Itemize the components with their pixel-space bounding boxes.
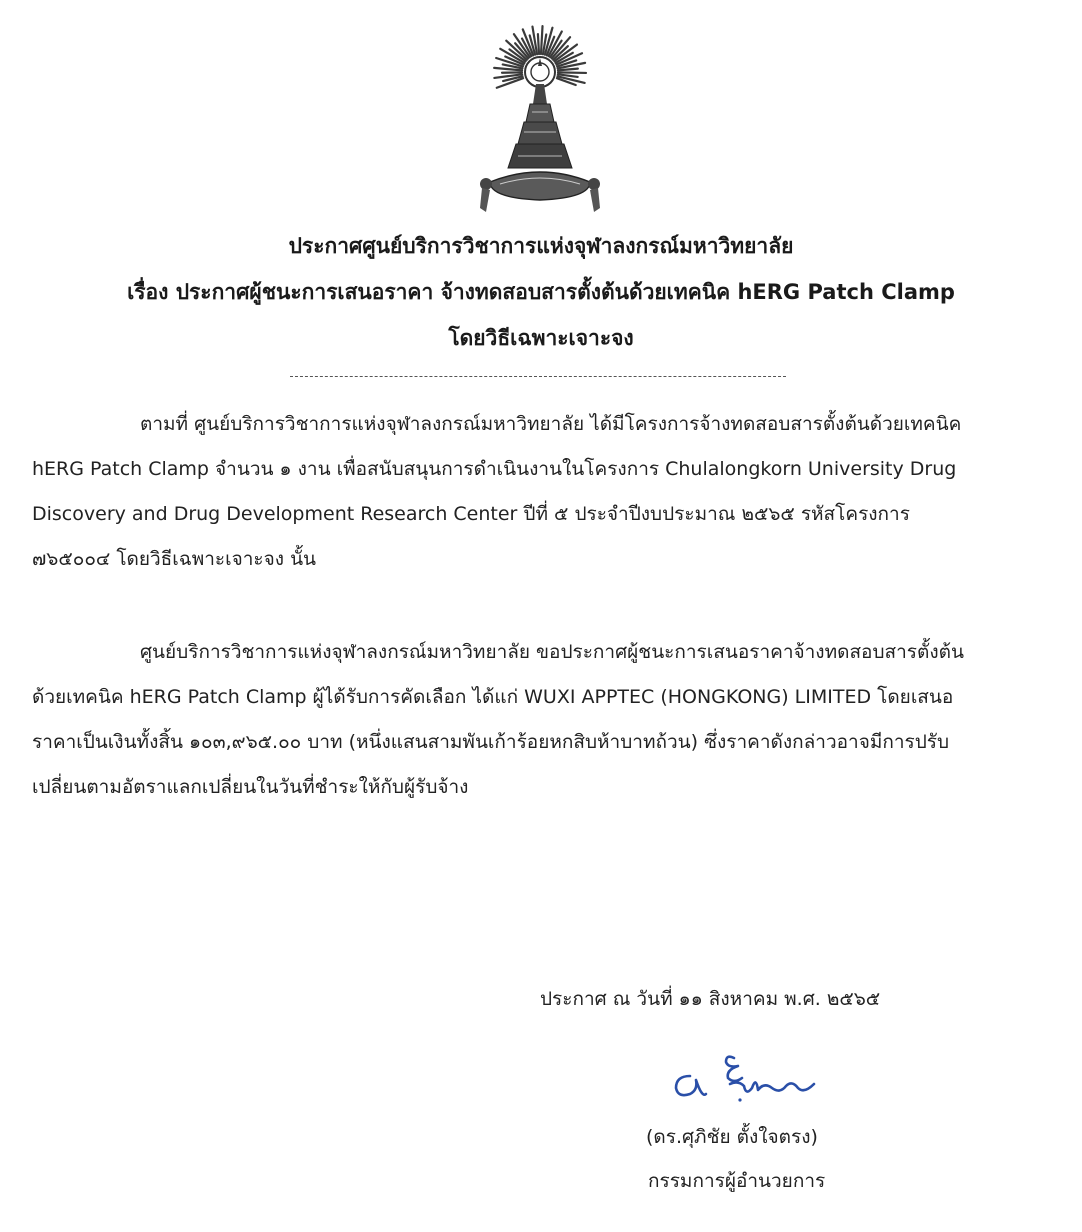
signature-icon	[668, 1046, 834, 1110]
paragraph-background	[32, 402, 1042, 582]
announcement-method: โดยวิธีเฉพาะเจาะจง	[448, 326, 634, 350]
emblem-ray	[538, 34, 539, 54]
paragraph-line: ๗๖๕๐๐๔ โดยวิธีเฉพาะเจาะจง นั้น	[32, 548, 317, 570]
paragraph-line: ด้วยเทคนิค hERG Patch Clamp ผู้ได้รับการคัดเลือก ได้แก่ WUXI APPTEC (HONGKONG) LIMITED โดยเสนอ	[32, 686, 954, 708]
announcement-date: ประกาศ ณ วันที่ ๑๑ สิงหาคม พ.ศ. ๒๕๖๕	[540, 988, 881, 1010]
paragraph-line: ศูนย์บริการวิชาการแห่งจุฬาลงกรณ์มหาวิทยาลัย ขอประกาศผู้ชนะการเสนอราคาจ้างทดสอบสารตั้งต้น	[140, 641, 964, 663]
paragraph-line: ราคาเป็นเงินทั้งสิ้น ๑๐๓,๙๖๕.๐๐ บาท (หนึ่งแสนสามพันเก้าร้อยหกสิบห้าบาทถ้วน) ซึ่งราคาดังกล่าวอาจมีการปรับ	[32, 731, 950, 753]
paragraph-line: Discovery and Drug Development Research Center ปีที่ ๕ ประจำปีงบประมาณ ๒๕๖๕ รหัสโครงการ	[32, 503, 910, 525]
signer-name: (ดร.ศุภิชัย ตั้งใจตรง)	[646, 1126, 818, 1148]
announcement-subject: เรื่อง ประกาศผู้ชนะการเสนอราคา จ้างทดสอบสารตั้งต้นด้วยเทคนิค hERG Patch Clamp	[127, 280, 955, 304]
emblem-ray	[558, 72, 586, 73]
paragraph-line: ตามที่ ศูนย์บริการวิชาการแห่งจุฬาลงกรณ์มหาวิทยาลัย ได้มีโครงการจ้างทดสอบสารตั้งต้นด้วยเทคนิค	[140, 413, 962, 435]
paragraph-line: เปลี่ยนตามอัตราแลกเปลี่ยนในวันที่ชำระให้กับผู้รับจ้าง	[32, 776, 469, 798]
emblem-ray	[541, 26, 543, 54]
header-divider	[290, 376, 786, 377]
signer-position: กรรมการผู้อำนวยการ	[648, 1170, 826, 1192]
paragraph-award	[32, 630, 1042, 810]
university-emblem-icon	[472, 22, 608, 218]
announcement-title: ประกาศศูนย์บริการวิชาการแห่งจุฬาลงกรณ์มหาวิทยาลัย	[288, 234, 794, 258]
paragraph-line: hERG Patch Clamp จำนวน ๑ งาน เพื่อสนับสนุนการดำเนินงานในโครงการ Chulalongkorn University Drug	[32, 458, 957, 480]
